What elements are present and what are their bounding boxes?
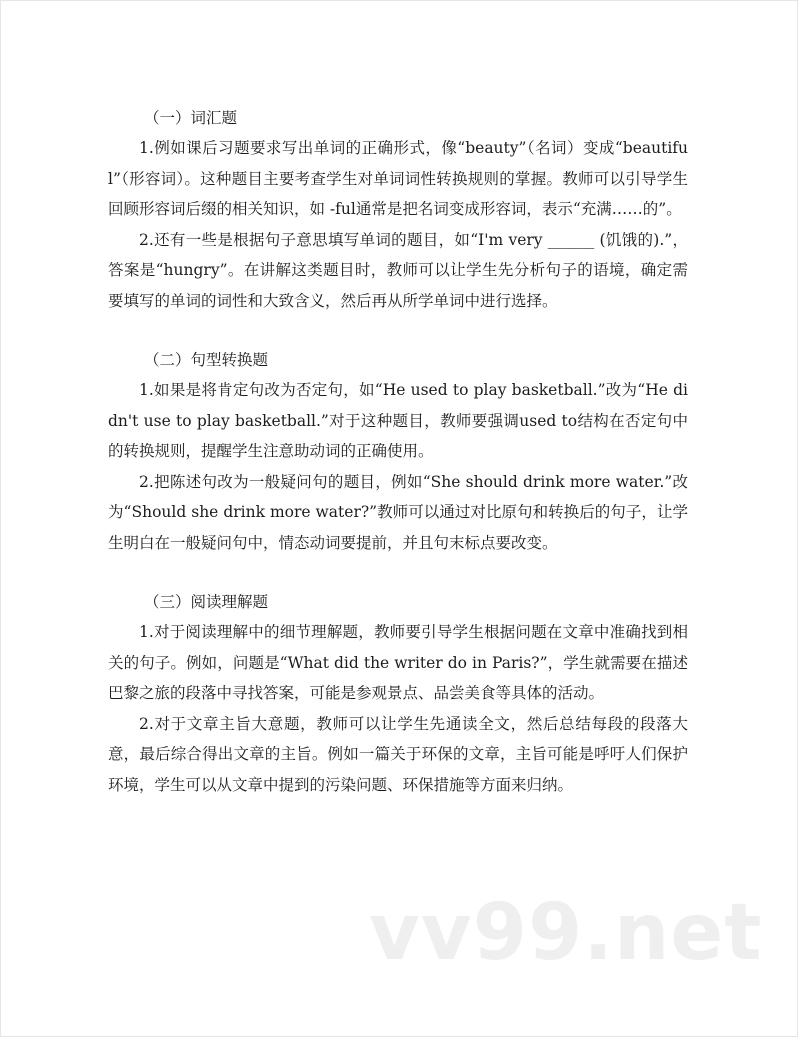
section-vocabulary bbox=[108, 103, 688, 316]
section-reading-comprehension bbox=[108, 587, 688, 800]
watermark-text: vv99.net bbox=[369, 888, 763, 978]
section-heading: （二）句型转换题 bbox=[144, 351, 269, 369]
section-heading: （一）词汇题 bbox=[144, 109, 238, 127]
paragraph: 2.对于文章主旨大意题，教师可以让学生先通读全文，然后总结每段的段落大意，最后综合得出文章的主旨。例如一篇关于环保的文章，主旨可能是呼吁人们保护环境，学生可以从文章中提到的污染问题、环保措施等方面来归纳。 bbox=[108, 714, 688, 794]
paragraph: 2.还有一些是根据句子意思填写单词的题目，如“I'm very ______ (饥饿的).”，答案是“hungry”。在讲解这类题目时，教师可以让学生先分析句子的语境，确定需要填写的单词的词性和大致含义，然后再从所学单词中进行选择。 bbox=[108, 230, 688, 310]
paragraph: 1.对于阅读理解中的细节理解题，教师要引导学生根据问题在文章中准确找到相关的句子。例如，问题是“What did the writer do in Paris?”，学生就需要在描述巴黎之旅的段落中寻找答案，可能是参观景点、品尝美食等具体的活动。 bbox=[108, 623, 688, 702]
section-heading: （三）阅读理解题 bbox=[144, 593, 269, 611]
section-sentence-transformation bbox=[108, 345, 688, 558]
paragraph: 2.把陈述句改为一般疑问句的题目，例如“She should drink more water.”改为“Should she drink more water?”教师可以通过对比原句和转换后的句子，让学生明白在一般疑问句中，情态动词要提前，并且句末标点要改变。 bbox=[108, 472, 688, 552]
document-body bbox=[108, 103, 688, 800]
paragraph: 1.如果是将肯定句改为否定句，如“He used to play basketball.”改为“He didn't use to play basketball.”对于这种题目，教师要强调used to结构在否定句中的转换规则，提醒学生注意助动词的正确使用。 bbox=[108, 381, 688, 460]
paragraph: 1.例如课后习题要求写出单词的正确形式，像“beauty”（名词）变成“beautiful”（形容词）。这种题目主要考查学生对单词词性转换规则的掌握。教师可以引导学生回顾形容词后缀的相关知识，如 -ful通常是把名词变成形容词，表示“充满……的”。 bbox=[108, 139, 688, 218]
